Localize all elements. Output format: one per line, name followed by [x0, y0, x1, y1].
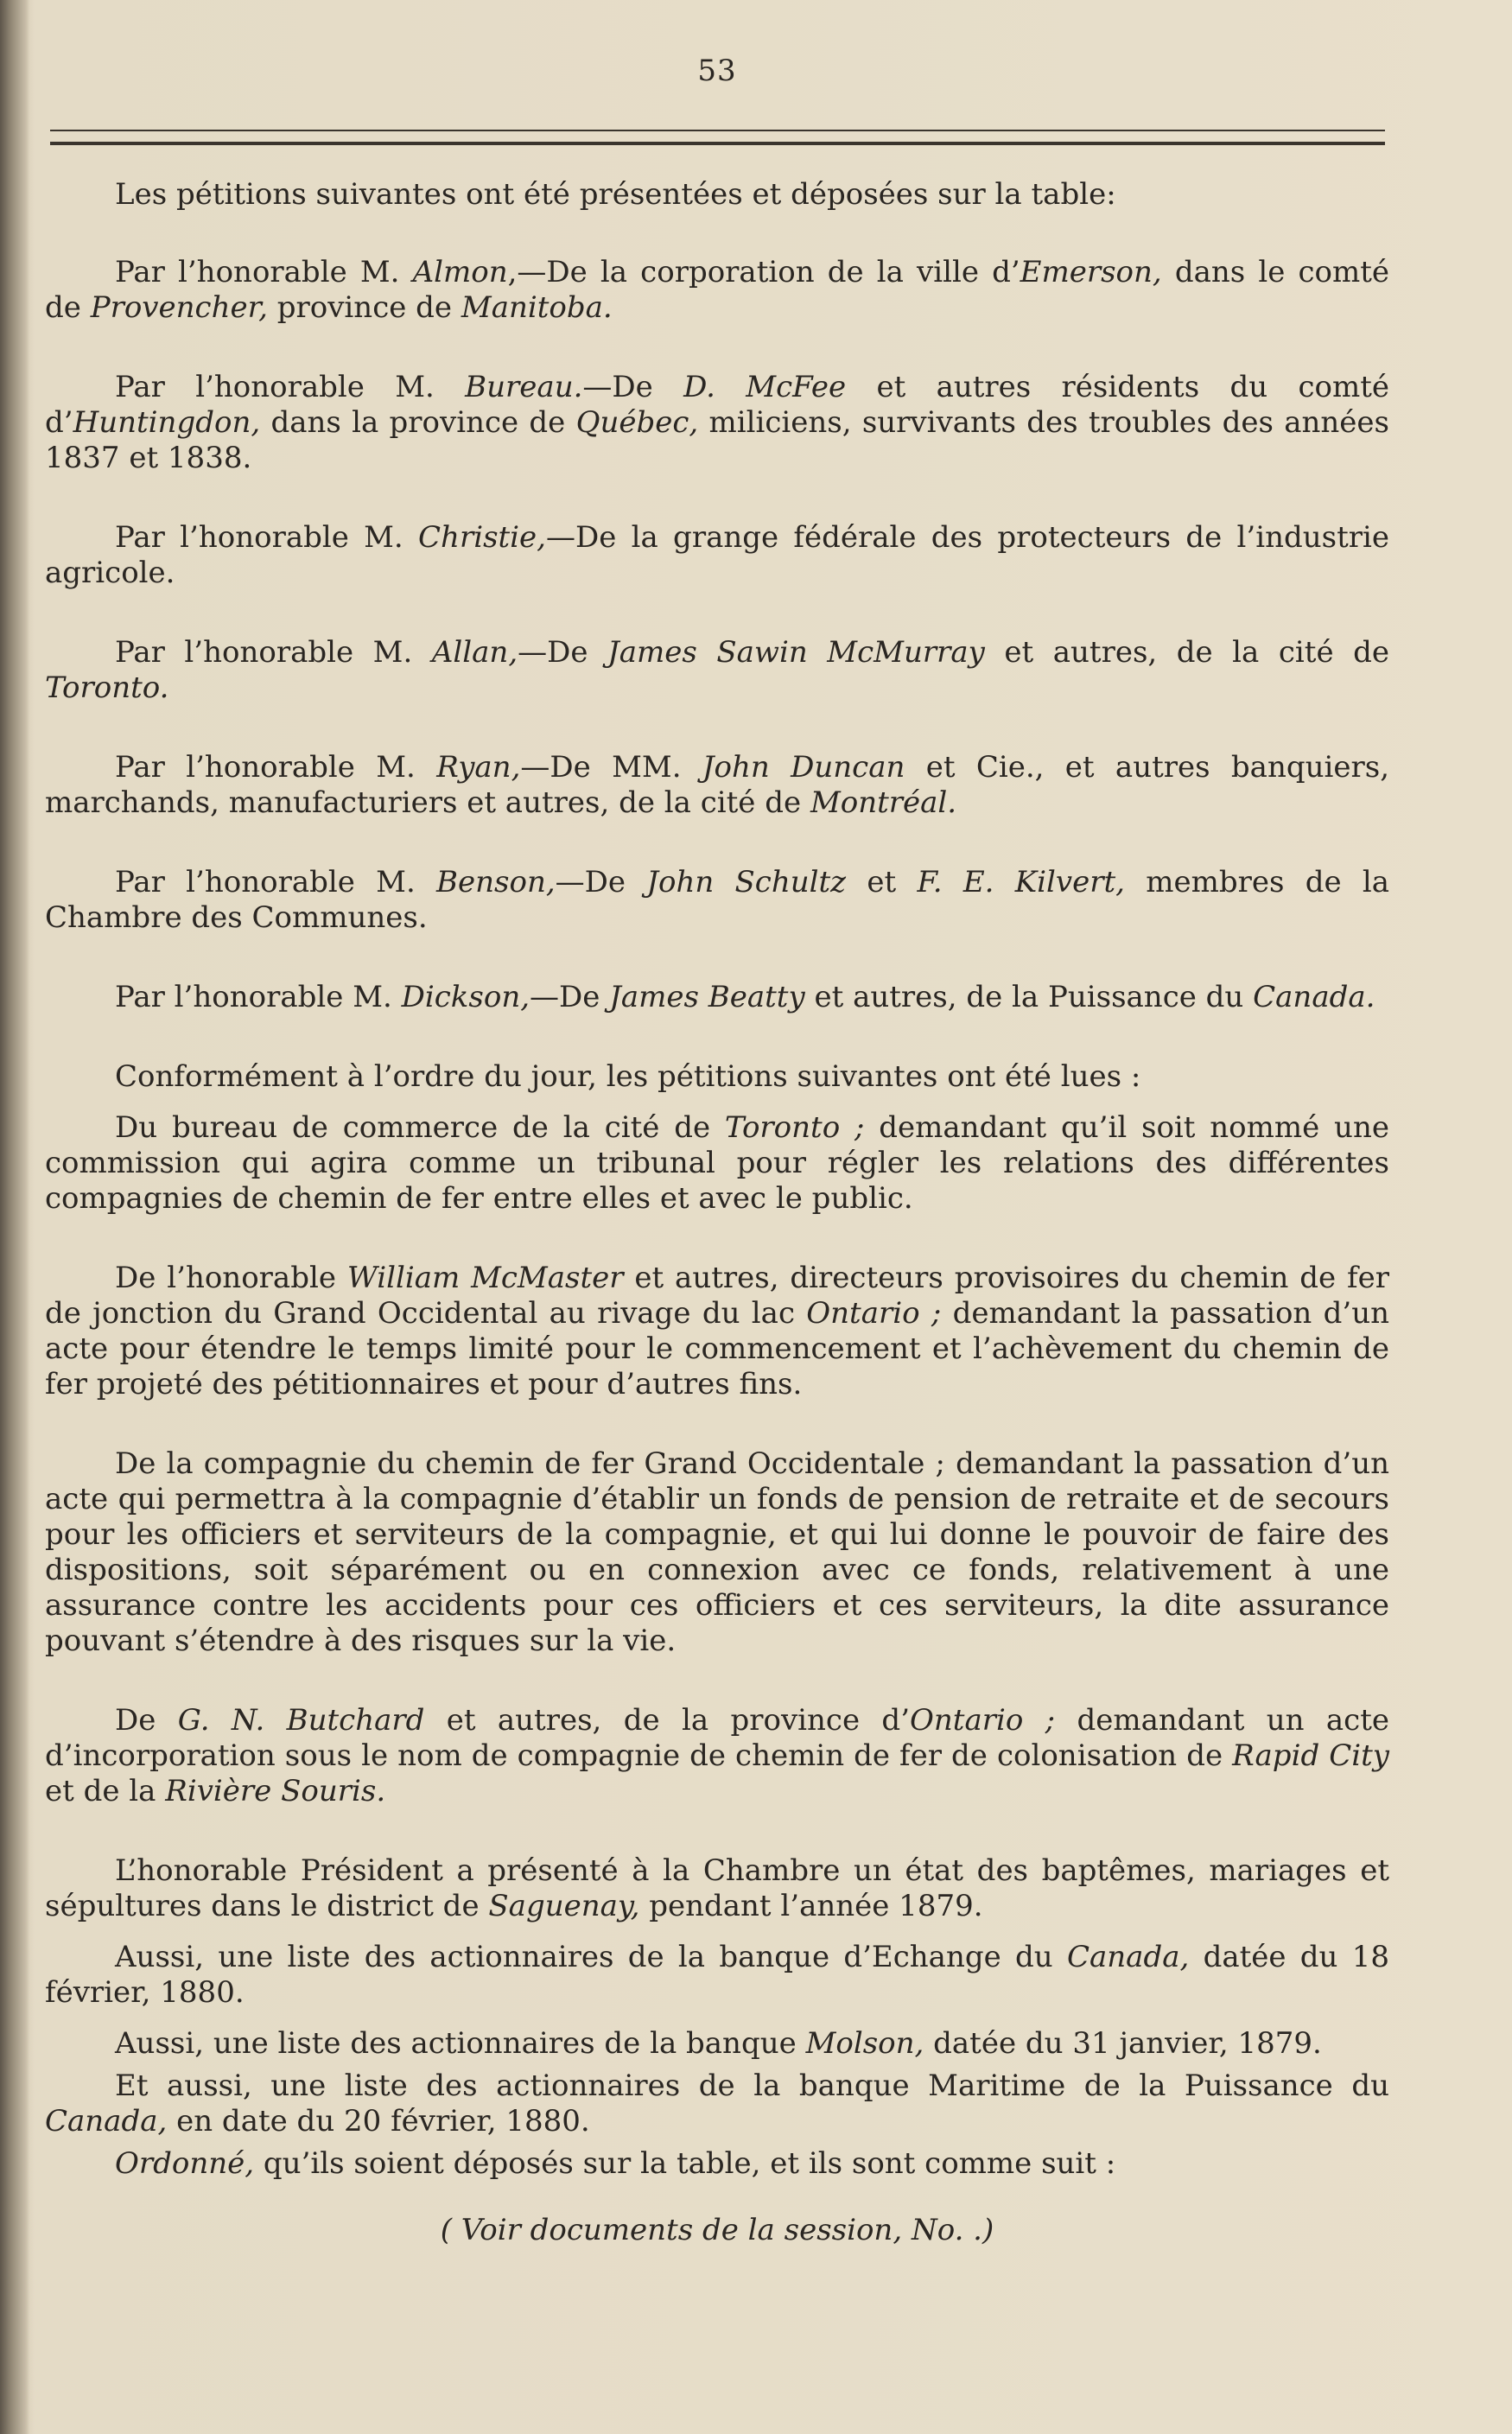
- text-run: Aussi, une liste des actionnaires de la banque d’Echange du: [115, 1940, 1067, 1974]
- statement-saguenay: [45, 1853, 1389, 1924]
- text-run: dans le comté de: [45, 255, 1389, 325]
- petition-benson: [45, 865, 1389, 936]
- text-run: Par l’honorable M.: [115, 255, 413, 289]
- text-run: Par l’honorable M.: [115, 370, 466, 404]
- text-run: dans la province de: [260, 405, 576, 440]
- petition-butchard: [45, 1703, 1389, 1809]
- italic-text-run: G. N. Butchard: [177, 1703, 425, 1738]
- text-run: miliciens, survivants des troubles des années 1837 et 1838.: [45, 405, 1389, 475]
- text-run: Du bureau de commerce de la cité de: [115, 1110, 725, 1145]
- text-run: pendant l’année 1879.: [639, 1889, 983, 1923]
- italic-text-run: Canada,: [45, 2104, 168, 2138]
- petition-dickson: [45, 980, 1389, 1015]
- italic-text-run: Toronto.: [45, 670, 169, 705]
- italic-text-run: Ontario ;: [806, 1296, 942, 1331]
- italic-text-run: Allan,: [431, 635, 518, 670]
- italic-text-run: Canada.: [1253, 980, 1375, 1014]
- documents-reference: ( Voir documents de la session, No. .): [440, 2213, 994, 2247]
- text-run: De: [115, 1703, 178, 1738]
- list-banque-molson: [45, 2026, 1389, 2062]
- text-run: province de: [267, 290, 461, 325]
- text-run: L’honorable Président a présenté à la Chambre un état des baptêmes, mariages et sépultures dans le district de: [45, 1853, 1389, 1923]
- text-run: et: [846, 865, 918, 899]
- text-run: Par l’honorable M.: [115, 520, 419, 555]
- text-run: —De MM.: [520, 750, 702, 785]
- italic-text-run: Rivière Souris.: [165, 1774, 386, 1808]
- italic-text-run: James Beatty: [609, 980, 805, 1014]
- text-run: datée du 18 février, 1880.: [45, 1940, 1389, 2010]
- text-run: Par l’honorable M.: [115, 865, 437, 899]
- text-run: Et aussi, une liste des actionnaires de la banque Maritime de la Puissance du: [115, 2069, 1389, 2103]
- petition-almon: [45, 255, 1389, 326]
- italic-text-run: Manitoba.: [461, 290, 613, 325]
- italic-text-run: Bureau.: [465, 370, 583, 404]
- italic-text-run: Emerson,: [1020, 255, 1162, 289]
- italic-text-run: D. McFee: [683, 370, 847, 404]
- text-run: Aussi, une liste des actionnaires de la banque: [115, 2026, 806, 2061]
- text-run: De l’honorable: [115, 1261, 347, 1295]
- list-banque-echange: [45, 1940, 1389, 2011]
- ordered-statement: [45, 2146, 1389, 2182]
- text-run: datée du 31 janvier, 1879.: [924, 2026, 1322, 2061]
- italic-text-run: Rapid City: [1232, 1738, 1389, 1773]
- text-run: —De: [518, 635, 608, 670]
- text-run: demandant qu’il soit nommé une commission qui agira comme un tribunal pour régler les relations des différentes compagnies de chemin de fer entre elles et avec le public.: [45, 1110, 1389, 1216]
- text-run: De la compagnie du chemin de fer Grand Occidentale ; demandant la passation d’un acte qui permettra à la compagnie d’établir un fonds de pension de retraite et de secours pour les officiers et serviteurs de la compagnie, et qui lui donne le pouvoir de faire des dispositions, soit séparément ou en connexion avec ce fonds, relativement à une assurance contre les accidents pour ces officiers et ces serviteurs, la dite assurance pouvant s’étendre à des risques sur la vie.: [45, 1446, 1389, 1658]
- text-run: —De: [530, 980, 610, 1014]
- italic-text-run: Montréal.: [810, 785, 957, 820]
- italic-text-run: William McMaster: [346, 1261, 624, 1295]
- text-run: membres de la Chambre des Communes.: [45, 865, 1390, 935]
- text-run: en date du 20 février, 1880.: [167, 2104, 590, 2138]
- list-banque-maritime: [45, 2069, 1389, 2139]
- italic-text-run: Ryan,: [436, 750, 521, 785]
- text-run: Par l’honorable M.: [115, 750, 437, 785]
- italic-text-run: John Schultz: [646, 865, 847, 899]
- italic-text-run: F. E. Kilvert,: [917, 865, 1125, 899]
- italic-text-run: Ontario ;: [910, 1703, 1056, 1738]
- text-run: demandant la passation d’un acte pour étendre le temps limité pour le commencement et l’achèvement du chemin de fer projeté des pétitionnaires et pour d’autres fins.: [45, 1296, 1389, 1401]
- petition-bureau: [45, 370, 1389, 476]
- text-run: et de la: [45, 1774, 166, 1808]
- italic-text-run: Ordonné,: [115, 2146, 255, 2181]
- italic-text-run: Canada,: [1066, 1940, 1190, 1974]
- text-run: —De: [582, 370, 684, 404]
- italic-text-run: Christie,: [418, 520, 546, 555]
- text-run: Par l’honorable M.: [115, 635, 432, 670]
- italic-text-run: Toronto ;: [724, 1110, 865, 1145]
- italic-text-run: Provencher,: [90, 290, 268, 325]
- italic-text-run: Saguenay,: [488, 1889, 640, 1923]
- italic-text-run: James Sawin McMurray: [607, 635, 985, 670]
- order-of-day-intro: [45, 1059, 1389, 1095]
- italic-text-run: Almon: [412, 255, 508, 289]
- petition-toronto-board: [45, 1110, 1389, 1217]
- italic-text-run: Benson,: [436, 865, 556, 899]
- text-run: —De: [555, 865, 647, 899]
- text-run: et Cie., et autres banquiers, marchands, manufacturiers et autres, de la cité de: [45, 750, 1390, 820]
- page-body: [45, 177, 1389, 2248]
- text-run: Par l’honorable M.: [115, 980, 402, 1014]
- text-run: et autres, de la Puissance du: [804, 980, 1254, 1014]
- petition-christie: [45, 520, 1389, 591]
- text-run: demandant un acte d’incorporation sous le nom de compagnie de chemin de fer de colonisation de: [45, 1703, 1389, 1773]
- petition-allan: [45, 635, 1389, 706]
- text-run: et autres, de la province d’: [424, 1703, 911, 1738]
- italic-text-run: Huntingdon,: [73, 405, 261, 440]
- text-run: et autres, de la cité de: [984, 635, 1389, 670]
- text-run: ,—De la corporation de la ville d’: [507, 255, 1020, 289]
- text-run: Les pétitions suivantes ont été présentées et déposées sur la table:: [115, 177, 1116, 212]
- book-binding-edge: [0, 0, 29, 2434]
- header-rule: [50, 130, 1385, 145]
- petition-mcmaster: [45, 1261, 1389, 1402]
- text-run: et autres résidents du comté d’: [45, 370, 1389, 440]
- petition-grand-occidental: [45, 1446, 1389, 1659]
- italic-text-run: Molson,: [805, 2026, 924, 2061]
- italic-text-run: Québec,: [575, 405, 699, 440]
- text-run: Conformément à l’ordre du jour, les pétitions suivantes ont été lues :: [115, 1059, 1141, 1094]
- text-run: et autres, directeurs provisoires du chemin de fer de jonction du Grand Occidental au rivage du lac: [45, 1261, 1390, 1331]
- italic-text-run: Dickson,: [401, 980, 530, 1014]
- italic-text-run: John Duncan: [702, 750, 905, 785]
- text-run: —De la grange fédérale des protecteurs de l’industrie agricole.: [45, 520, 1390, 590]
- text-run: qu’ils soient déposés sur la table, et ils sont comme suit :: [254, 2146, 1116, 2181]
- petitions-intro: [45, 177, 1389, 213]
- petition-ryan: [45, 750, 1389, 821]
- page-number: 53: [697, 54, 737, 88]
